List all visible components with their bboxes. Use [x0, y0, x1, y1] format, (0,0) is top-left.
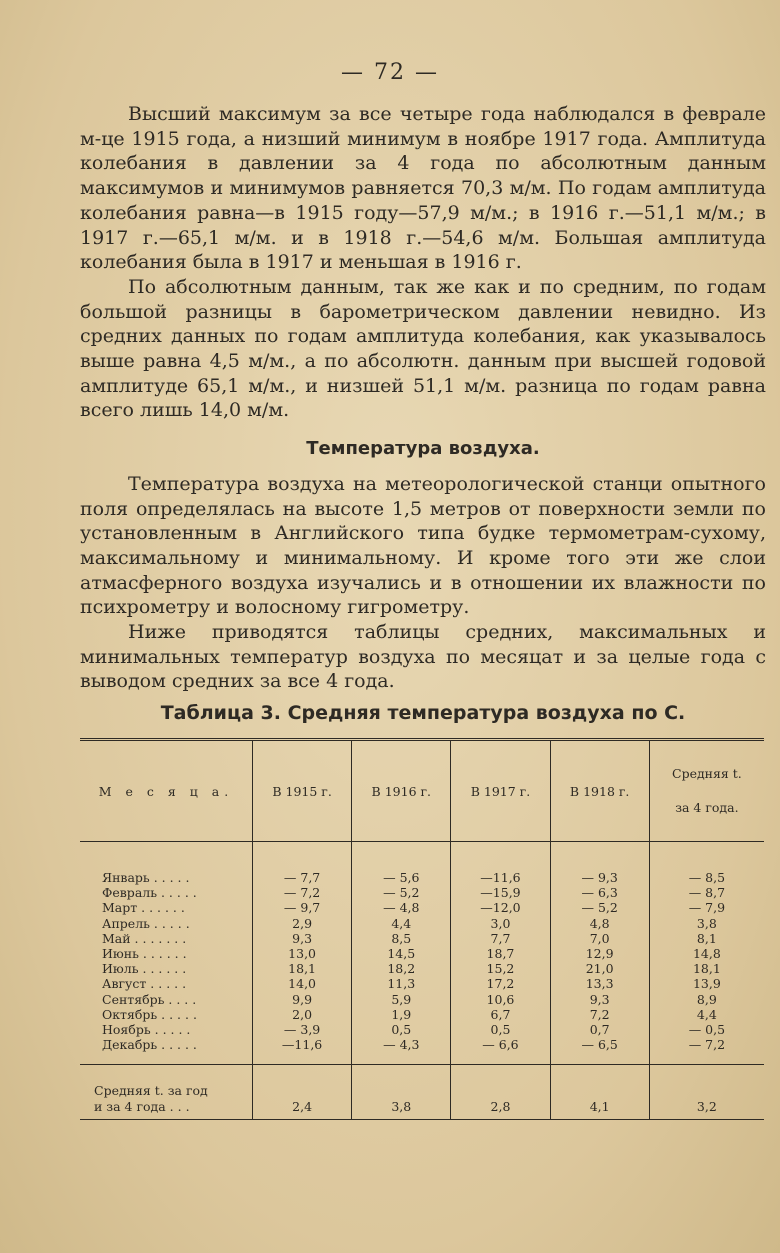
- header-1915: В 1915 г.: [253, 740, 352, 842]
- value-cell: 8,1: [649, 931, 764, 946]
- value-cell: — 8,5: [649, 870, 764, 885]
- month-cell: Октябрь . . . . .: [102, 1006, 197, 1022]
- value-cell: — 6,5: [550, 1037, 649, 1052]
- value-cell: 10,6: [451, 992, 550, 1007]
- value-cell: 3,0: [451, 916, 550, 931]
- table-row: [80, 1022, 764, 1037]
- value-cell: 0,5: [451, 1022, 550, 1037]
- month-cell: Апрель . . . . .: [102, 915, 190, 931]
- table-row: [80, 1037, 764, 1052]
- value-cell: 18,1: [253, 961, 352, 976]
- month-cell: Февраль . . . . .: [102, 885, 197, 901]
- value-cell: — 7,2: [253, 885, 352, 900]
- value-cell: 2,0: [253, 1007, 352, 1022]
- value-cell: — 4,3: [352, 1037, 451, 1052]
- paragraph: Температура воздуха на метеорологической станци опытного поля определялась на высоте 1,5 метров от поверхности земли по установленным в Английского типа будке термометрам-сухому, максимальному и минимальному. И кроме того эти же слои атмасферного воздуха изучались и в отношении их влажности по психрометру и волосному гигрометру.: [80, 472, 766, 619]
- value-cell: 13,9: [649, 976, 764, 991]
- table-row: [80, 961, 764, 976]
- value-cell: 4,4: [352, 916, 451, 931]
- value-cell: — 4,8: [352, 900, 451, 915]
- value-cell: 13,3: [550, 976, 649, 991]
- header-month: М е с я ц а.: [80, 740, 253, 842]
- value-cell: — 3,9: [253, 1022, 352, 1037]
- average-value: 4,1: [550, 1065, 649, 1120]
- header-average: [649, 740, 764, 842]
- average-value: 2,4: [253, 1065, 352, 1120]
- value-cell: 13,0: [253, 946, 352, 961]
- value-cell: 9,3: [253, 931, 352, 946]
- value-cell: 9,3: [550, 992, 649, 1007]
- value-cell: 1,9: [352, 1007, 451, 1022]
- table-body: [80, 842, 764, 1053]
- table-header-row: [80, 740, 764, 842]
- table-row: [80, 931, 764, 946]
- value-cell: — 6,3: [550, 885, 649, 900]
- month-cell: Август . . . . .: [102, 976, 187, 992]
- header-1916: В 1916 г.: [352, 740, 451, 842]
- paragraph: По абсолютным данным, так же как и по средним, по годам большой разницы в барометрическом давлении невидно. Из средних данных по годам амплитуда колебания, как указывалось выше равна 4,5 м/м., а по абсолютн. данным при высшей годовой амплитуде 65,1 м/м., и низшей 51,1 м/м. разница по годам равна всего лишь 14,0 м/м.: [80, 275, 766, 422]
- month-cell: Ноябрь . . . . .: [102, 1022, 191, 1038]
- table-row: [80, 900, 764, 915]
- value-cell: — 6,6: [451, 1037, 550, 1052]
- page-number: — 72 —: [341, 60, 439, 85]
- value-cell: 2,9: [253, 916, 352, 931]
- header-1917: В 1917 г.: [451, 740, 550, 842]
- section-heading: Температура воздуха.: [306, 438, 540, 460]
- value-cell: 4,8: [550, 916, 649, 931]
- table-row: [80, 885, 764, 900]
- table-title: Таблица 3. Средняя температура воздуха по С.: [160, 702, 686, 724]
- value-cell: 8,9: [649, 992, 764, 1007]
- header-average-line1: Средняя t.: [672, 766, 742, 781]
- month-cell: Март . . . . . .: [102, 900, 185, 916]
- average-label-line1: Средняя t. за год: [94, 1083, 208, 1099]
- header-average-line2: за 4 года.: [675, 800, 739, 815]
- value-cell: —15,9: [451, 885, 550, 900]
- paragraph: Высший максимум за все четыре года наблюдался в феврале м-це 1915 года, а низший минимум в ноябре 1917 года. Амплитуда колебания в давлении за 4 года по абсолютным данным максимумов и минимумов равняется 70,3 м/м. По годам амплитуда колебания равна—в 1915 году—57,9 м/м.; в 1916 г.—51,1 м/м.; в 1917 г.—65,1 м/м. и в 1918 г.—54,6 м/м. Большая амплитуда колебания была в 1917 и меньшая в 1916 г.: [80, 103, 766, 274]
- value-cell: 14,0: [253, 976, 352, 991]
- value-cell: — 7,7: [253, 870, 352, 885]
- table-row: [80, 992, 764, 1007]
- month-cell: Июль . . . . . .: [102, 961, 187, 977]
- header-1918: В 1918 г.: [550, 740, 649, 842]
- paragraph: Ниже приводятся таблицы средних, максимальных и минимальных температур воздуха по месяцат и за целые года с выводом средних за все 4 года.: [80, 621, 766, 693]
- month-cell: Январь . . . . .: [102, 870, 190, 885]
- month-cell: Сентябрь . . . .: [102, 991, 197, 1007]
- value-cell: 6,7: [451, 1007, 550, 1022]
- average-label: [80, 1065, 253, 1120]
- value-cell: 4,4: [649, 1007, 764, 1022]
- value-cell: —11,6: [451, 870, 550, 885]
- value-cell: — 9,3: [550, 870, 649, 885]
- table-row: [80, 946, 764, 961]
- value-cell: 7,2: [550, 1007, 649, 1022]
- table-row: [80, 916, 764, 931]
- value-cell: — 0,5: [649, 1022, 764, 1037]
- value-cell: 18,1: [649, 961, 764, 976]
- value-cell: — 8,7: [649, 885, 764, 900]
- value-cell: 11,3: [352, 976, 451, 991]
- value-cell: 18,7: [451, 946, 550, 961]
- value-cell: 21,0: [550, 961, 649, 976]
- value-cell: 15,2: [451, 961, 550, 976]
- value-cell: 3,8: [649, 916, 764, 931]
- value-cell: — 5,2: [352, 885, 451, 900]
- value-cell: 8,5: [352, 931, 451, 946]
- temperature-table: [80, 738, 764, 1120]
- average-value: 3,8: [352, 1065, 451, 1120]
- value-cell: — 7,9: [649, 900, 764, 915]
- average-value: 2,8: [451, 1065, 550, 1120]
- month-cell: Декабрь . . . . .: [102, 1037, 197, 1053]
- body-text: [80, 102, 766, 694]
- value-cell: — 7,2: [649, 1037, 764, 1052]
- value-cell: 12,9: [550, 946, 649, 961]
- value-cell: — 9,7: [253, 900, 352, 915]
- value-cell: 7,0: [550, 931, 649, 946]
- table-row: [80, 1007, 764, 1022]
- table-row: [80, 870, 764, 885]
- table-row: [80, 976, 764, 991]
- value-cell: 0,5: [352, 1022, 451, 1037]
- value-cell: 0,7: [550, 1022, 649, 1037]
- value-cell: — 5,2: [550, 900, 649, 915]
- value-cell: 14,8: [649, 946, 764, 961]
- month-cell: Май . . . . . . .: [102, 930, 187, 946]
- average-value: 3,2: [649, 1065, 764, 1120]
- value-cell: 14,5: [352, 946, 451, 961]
- average-label-line2: и за 4 года . . .: [94, 1099, 190, 1115]
- value-cell: 5,9: [352, 992, 451, 1007]
- value-cell: 9,9: [253, 992, 352, 1007]
- month-cell: Июнь . . . . . .: [102, 946, 187, 962]
- value-cell: 7,7: [451, 931, 550, 946]
- value-cell: — 5,6: [352, 870, 451, 885]
- value-cell: 18,2: [352, 961, 451, 976]
- average-row: [80, 1065, 764, 1120]
- value-cell: 17,2: [451, 976, 550, 991]
- value-cell: —12,0: [451, 900, 550, 915]
- value-cell: —11,6: [253, 1037, 352, 1052]
